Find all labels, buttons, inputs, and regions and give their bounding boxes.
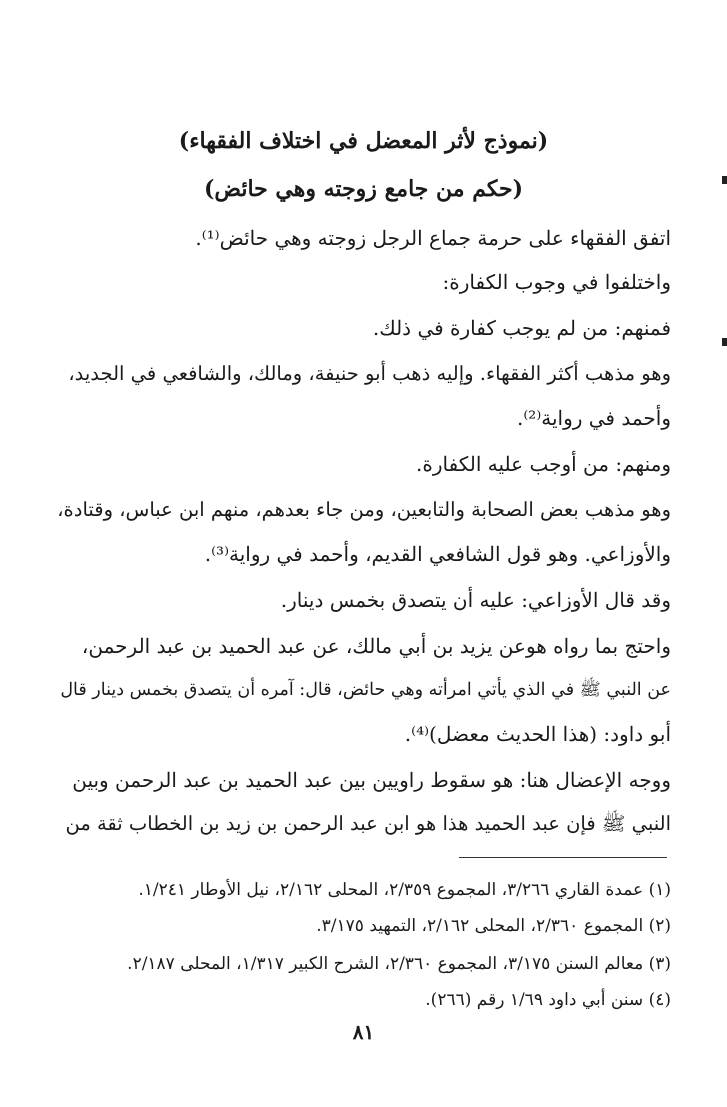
body-line: وقد قال الأوزاعي: عليه أن يتصدق بخمس دينار. <box>280 588 671 612</box>
body-line: والأوزاعي. وهو قول الشافعي القديم، وأحمد في رواية⁽³⁾. <box>204 542 671 566</box>
body-line: وأحمد في رواية⁽²⁾. <box>517 406 671 430</box>
footnote: (٣) معالم السنن ٣/١٧٥، المجموع ٢/٣٦٠، الشرح الكبير ١/٣١٧، المحلى ٢/١٨٧. <box>127 954 671 974</box>
body-line: واختلفوا في وجوب الكفارة: <box>442 270 671 294</box>
body-line: أبو داود: (هذا الحديث معضل)⁽⁴⁾. <box>404 722 671 746</box>
footnote-separator <box>459 857 667 858</box>
footnote: (٢) المجموع ٢/٣٦٠، المحلى ٢/١٦٢، التمهيد ٣/١٧٥. <box>316 916 671 936</box>
scan-edge-mark <box>722 338 727 346</box>
page-number: ٨١ <box>352 1020 375 1044</box>
body-line: ومنهم: من أوجب عليه الكفارة. <box>416 452 671 476</box>
body-line: ووجه الإعضال هنا: هو سقوط راويين بين عبد الحميد بن عبد الرحمن وبين <box>72 768 671 792</box>
footnote: (١) عمدة القاري ٣/٢٦٦، المجموع ٢/٣٥٩، المحلى ٢/١٦٢، نيل الأوطار ١/٢٤١. <box>138 880 671 900</box>
section-title: (نموذج لأثر المعضل في اختلاف الفقهاء) <box>178 128 549 154</box>
body-line: اتفق الفقهاء على حرمة جماع الرجل زوجته وهي حائض⁽¹⁾. <box>195 226 671 250</box>
body-line: فمنهم: من لم يوجب كفارة في ذلك. <box>372 316 671 340</box>
scan-edge-mark <box>722 176 727 184</box>
body-line: وهو مذهب بعض الصحابة والتابعين، ومن جاء بعدهم، منهم ابن عباس، وقتادة، <box>57 498 671 521</box>
body-line: وهو مذهب أكثر الفقهاء. وإليه ذهب أبو حنيفة، ومالك، والشافعي في الجديد، <box>68 362 671 385</box>
body-line: عن النبي ﷺ في الذي يأتي امرأته وهي حائض، قال: آمره أن يتصدق بخمس دينار قال <box>60 680 671 700</box>
footnote: (٤) سنن أبي داود ١/٦٩ رقم (٢٦٦). <box>425 990 671 1010</box>
body-line: النبي ﷺ فإن عبد الحميد هذا هو ابن عبد الرحمن بن زيد بن الخطاب ثقة من <box>65 812 671 835</box>
body-line: واحتج بما رواه هوعن يزيد بن أبي مالك، عن عبد الحميد بن عبد الرحمن، <box>81 634 671 658</box>
section-subtitle: (حكم من جامع زوجته وهي حائض) <box>203 176 524 202</box>
